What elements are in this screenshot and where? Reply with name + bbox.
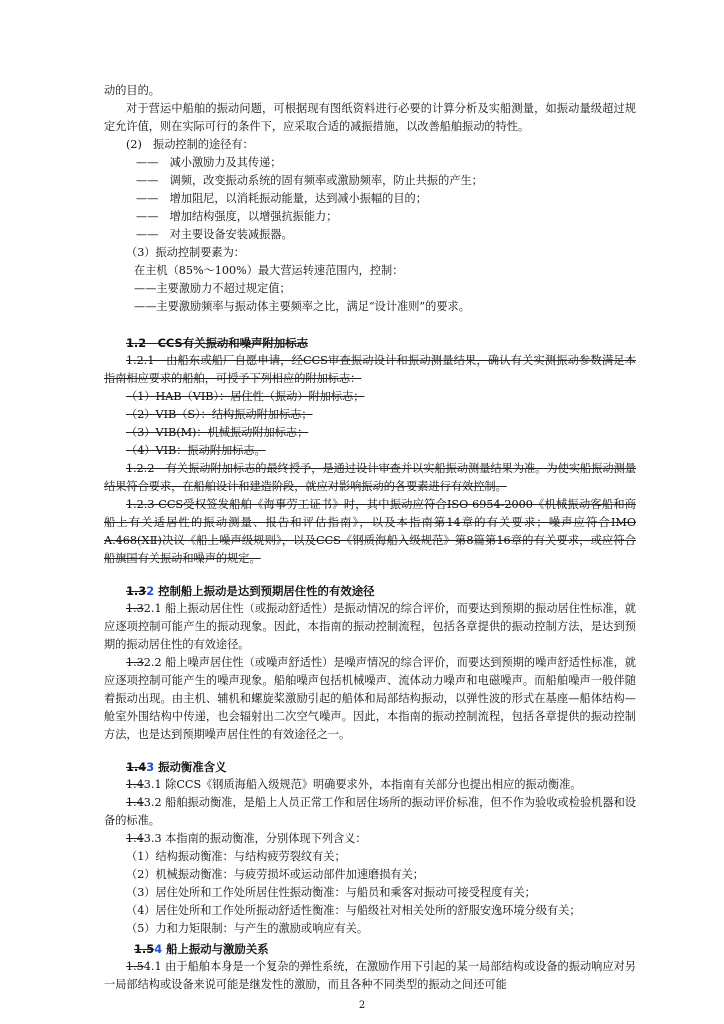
page-number: 2 [358,1000,366,1011]
heading-number-new: 2 [146,584,155,598]
list-item: —— 减小激励力及其传递； [136,156,282,169]
list-heading: （3）振动控制要素为： [126,246,245,259]
paragraph-text: 2.2 船上噪声居住性（或噪声舒适性）是噪声情况的综合评价，而要达到预期的噪声舒适性标准，就应逐项控制可能产生的噪声现象。船舶噪声包括机械噪声、流体动力噪声和电磁噪声。而船舶噪声一般伴随着振动出现。由主机、辅机和螺旋桨激励引起的船体和局部结构振动，以弹性波的形式在基座—船体结构—舱室外围结构中传递，也会辐射出二次空气噪声。因此，本指南的振动控制流程，包括各章提供的振动控制方法，也是达到预期噪声居住性的有效途径之一。 [104,656,636,741]
heading-number-new: 3 [146,760,155,774]
list-item: （4）居住处所和工作处所振动舒适性衡准：与船级社对相关处所的舒服安逸环境分级有关； [126,904,581,917]
paragraph [104,830,636,848]
document-body [104,82,636,994]
list-item: （1）结构振动衡准：与结构疲劳裂纹有关； [126,850,346,863]
clause-number-old: 1.5 [126,960,144,973]
heading-title: 振动衡准含义 [154,760,227,774]
paragraph-deleted: 1.2.2 有关振动附加标志的最终授予，是通过设计审查并以实船振动测量结果为准。为使实船振动测量结果符合要求，在船舶设计和建造阶段，就应对影响振动的各要素进行有效控制。 [104,462,636,493]
section-heading [104,758,636,776]
clause-number-old: 1.4 [126,832,144,845]
list-heading: (2) 振动控制的途径有： [126,138,254,151]
paragraph-deleted: 1.2.1 由船东或船厂自愿申请，经CCS审查振动设计和振动测量结果，确认有关实测振动参数满足本指南相应要求的船舶，可授予下列相应的附加标志： [104,354,636,385]
paragraph [104,794,636,830]
paragraph [104,776,636,794]
list-item: —— 调频，改变振动系统的固有频率或激励频率，防止共振的产生； [136,174,483,187]
paragraph [104,654,636,744]
paragraph-text: 4.1 由于船舶本身是一个复杂的弹性系统，在激励作用下引起的某一局部结构或设备的振动响应对另一局部结构或设备来说可能是继发性的激励，而且各种不同类型的振动之间还可能 [104,960,636,991]
list-item: —— 对主要设备安装减振器。 [136,228,293,241]
heading-title: 船上振动与激励关系 [162,942,269,956]
section-heading-deleted: 1.2 CCS有关振动和噪声附加标志 [126,336,309,350]
list-item: （5）力和力矩限制：与产生的激励或响应有关。 [126,922,369,935]
heading-number-old: 1.3 [126,584,147,598]
section-heading [104,582,636,600]
text-line: 动的目的。 [104,84,160,97]
list-item: ——主要激励力不超过规定值； [134,282,291,295]
heading-number-new: 4 [154,942,163,956]
paragraph-deleted: 1.2.3 CCS受权签发船舶《海事劳工证书》时，其中振动应符合ISO 6954-2000《机械振动客船和商船上有关适居性的振动测量、报告和评估指南》，以及本指南第14章的有关要求；噪声应符合IMO A.468(ⅩⅡ)决议《船上噪声级规则》，以及CCS《钢质海船入级规范》第8篇第16章的有关要求，或应符合船旗国有关振动和噪声的规定。 [104,498,636,565]
list-item-deleted: （1）HAB（VIB）：居住性（振动）附加标志； [126,390,365,403]
list-item: （3）居住处所和工作处所居住性振动衡准：与船员和乘客对振动可接受程度有关； [126,886,536,899]
list-item: （2）机械振动衡准：与疲劳损坏或运动部件加速磨损有关； [126,868,424,881]
section-heading [104,940,636,958]
text-line: 在主机（85%～100%）最大营运转速范围内，控制： [134,264,404,277]
clause-number-old: 1.3 [126,602,144,615]
paragraph-text: 3.3 本指南的振动衡准，分别体现下列含义： [143,832,367,845]
list-item: —— 增加结构强度，以增强抗振能力； [136,210,338,223]
list-item: ——主要激励频率与振动体主要频率之比，满足“设计准则”的要求。 [134,300,470,313]
paragraph-text: 3.1 除CCS《钢质海船入级规范》明确要求外，本指南有关部分也提出相应的振动衡准。 [143,778,582,791]
list-item-deleted: （3）VIB(M)：机械振动附加标志； [126,426,309,439]
heading-number-old: 1.5 [134,942,155,956]
clause-number-old: 1.3 [126,656,144,669]
list-item-deleted: （4）VIB：振动附加标志。 [126,444,266,457]
heading-title: 控制船上振动是达到预期居住性的有效途径 [154,584,375,598]
list-item-deleted: （2）VIB（S）：结构振动附加标志； [126,408,313,421]
paragraph [104,958,636,994]
paragraph: 对于营运中船舶的振动问题，可根据现有图纸资料进行必要的计算分析及实船测量，如振动量级超过规定允许值，则在实际可行的条件下，应采取合适的减振措施，以改善船舶振动的特性。 [104,102,636,133]
paragraph-text: 2.1 船上振动居住性（或振动舒适性）是振动情况的综合评价，而要达到预期的振动居住性标准，就应逐项控制可能产生的振动现象。因此，本指南的振动控制流程，包括各章提供的振动控制方法，是达到预期的振动居住性的有效途径。 [104,602,636,651]
paragraph [104,600,636,654]
paragraph-text: 3.2 船舶振动衡准，是船上人员正常工作和居住场所的振动评价标准，但不作为验收或检验机器和设备的标准。 [104,796,636,827]
clause-number-old: 1.4 [126,778,144,791]
heading-number-old: 1.4 [126,760,147,774]
clause-number-old: 1.4 [126,796,144,809]
list-item: —— 增加阻尼，以消耗振动能量，达到减小振幅的目的； [136,192,427,205]
